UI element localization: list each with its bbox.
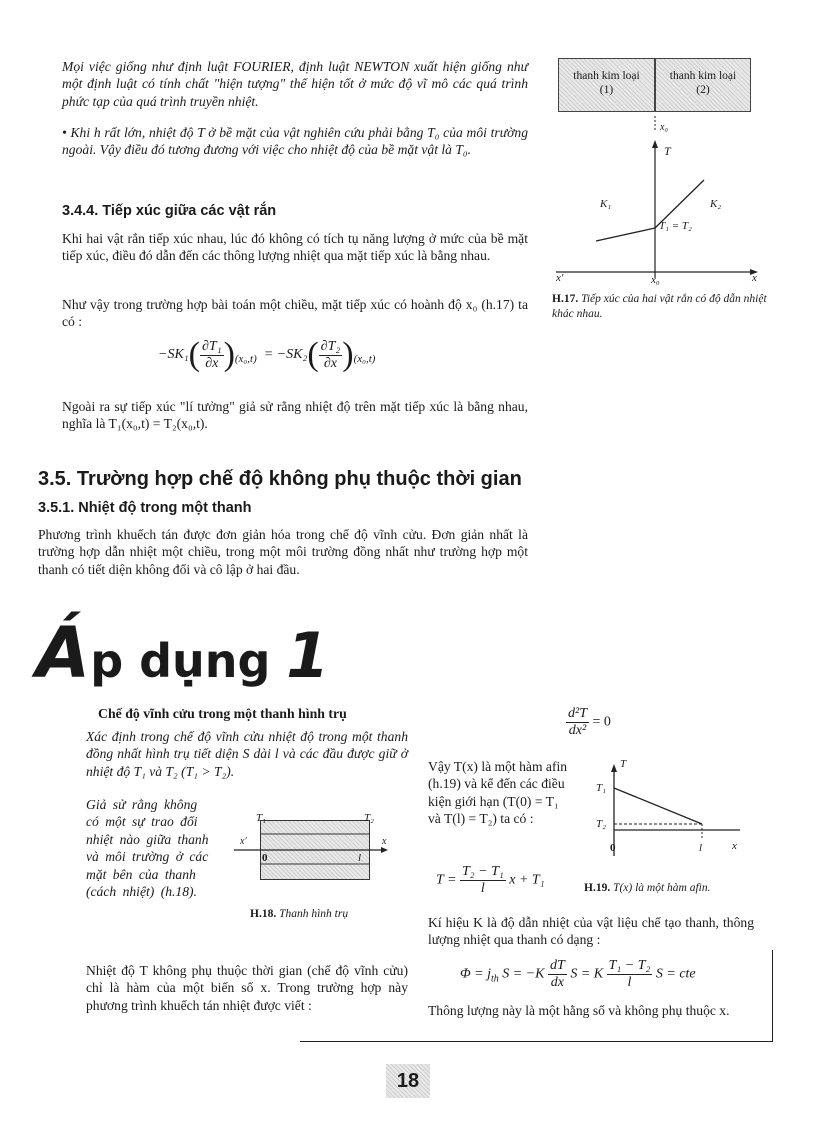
eq-den2: ∂x	[323, 355, 338, 371]
eq-sub2: (x₀,t)	[353, 353, 376, 366]
eq1-numerator: d²T	[568, 706, 587, 721]
eq-num2: ∂T₂	[320, 338, 341, 354]
fig17-caption-text: Tiếp xúc của hai vật rắn có độ dẫn nhiệt khác nhau.	[552, 293, 767, 320]
one-dimension-paragraph: Như vậy trong trường hợp bài toán một chiều, mặt tiếp xúc có hoành độ x₀ (h.17) ta có :	[62, 297, 528, 330]
ideal-contact-paragraph: Ngoài ra sự tiếp xúc "lí tưởng" giả sử rằng nhiệt độ trên mặt tiếp xúc là bằng nhau, nghĩa là T₁(x₀,t) = T₂(x₀,t).	[62, 399, 528, 432]
fig19-t2-label: T₂	[596, 818, 606, 830]
eq2-lhs: T =	[436, 872, 457, 888]
figure-19	[590, 758, 750, 868]
fig18-x-arrow	[381, 847, 388, 853]
steady-state-paragraph: Nhiệt độ T không phụ thuộc thời gian (chế độ vĩnh cửu) chỉ là hàm của một biến số x. Trong trường hợp này phương trình khuếch tán nhiệt được viết :	[86, 963, 408, 1013]
fig18-zero-label: 0	[262, 852, 268, 864]
fig17-xprime-label: x′	[556, 272, 564, 284]
figure-18	[226, 812, 396, 892]
k1-line	[596, 228, 655, 241]
assumption-statement: Giả sử rằng không có một sự trao đổi nhiệt nào giữa thanh và môi trường ở các mặt bên của thanh (cách nhiệt) (h.18).	[86, 797, 209, 900]
fig18-caption-text: Thanh hình trụ	[279, 908, 349, 920]
fig19-zero-label: 0	[610, 842, 616, 854]
contact-paragraph: Khi hai vật rắn tiếp xúc nhau, lúc đó không có tích tụ năng lượng ở mức của bề mặt tiếp xúc, điều đó dẫn đến các thông lượng nhiệt qua mặt tiếp xúc là bằng nhau.	[62, 231, 528, 264]
title-rest: p dụng	[90, 634, 271, 688]
eq3-numerator1: dT	[550, 958, 565, 973]
fig18-xprime-label: x′	[240, 836, 247, 847]
eq3-part-b: S = −K	[502, 966, 545, 982]
application-subtitle: Chế độ vĩnh cửu trong một thanh hình trụ	[98, 706, 347, 721]
eq2-denominator: l	[480, 881, 485, 896]
surface-temperature-paragraph: • Khi h rất lớn, nhiệt độ T ở bề mặt của vật nghiên cứu phải bằng T₀ của môi trường ngoài. Vậy điều đó tương đương với việc cho nhiệt độ của bề mặt vật là T₀.	[62, 125, 528, 158]
fig17-x-label: x	[752, 272, 757, 284]
figure-17-caption	[552, 292, 778, 322]
constant-flux-paragraph: Thông lượng này là một hằng số và không phụ thuộc x.	[428, 1003, 730, 1018]
frame-bottom-line	[300, 1041, 773, 1042]
intro-paragraph: Mọi việc giống như định luật FOURIER, định luật NEWTON xuất hiện giống như một định luật có tính chất "hiện tượng" thể hiện tốt ở mức độ vĩ mô các quá trình phức tạp của quá trình truyền nhiệt.	[62, 59, 528, 109]
eq-lhs: −SK₁	[158, 347, 189, 363]
fig19-caption-number: H.19.	[584, 882, 611, 894]
fig18-t1-label: T₁	[256, 812, 266, 824]
fig17-x0-top-label: x₀	[660, 122, 668, 133]
fig19-affine-line	[614, 788, 702, 824]
title-first-letter: Á	[36, 612, 91, 694]
fig17-t-label: T	[664, 144, 671, 158]
eq-mid: = −SK₂	[263, 347, 308, 363]
application-title	[36, 612, 329, 692]
eq-sub1: (x₀,t)	[234, 353, 257, 366]
affine-paragraph: Vậy T(x) là một hàm afin (h.19) và kể đến các điều kiện giới hạn (T(0) = T₁ và T(l) = T₂) ta có :	[428, 759, 568, 827]
fig19-l-label: l	[699, 842, 703, 854]
eq-den1: ∂x	[205, 355, 219, 371]
eq3-part-a: Φ = j	[460, 966, 491, 982]
fig18-x-label: x	[382, 836, 387, 847]
eq3-denominator1: dx	[550, 975, 565, 990]
eq-num1: ∂T₁	[201, 338, 222, 354]
figure-17	[552, 58, 762, 288]
eq3-part-d: S = cte	[655, 966, 696, 982]
title-number: 1	[286, 619, 330, 692]
figure-19-caption	[584, 882, 711, 894]
fig17-k1-label: K₁	[600, 198, 612, 210]
metal-bar-2: thanh kim loại (2)	[655, 58, 751, 112]
laplace-equation	[566, 706, 611, 739]
contact-flux-equation: −SK₁( $\frac{\text{∂T₁}}{\partial x}$ )$_{(x_0,t)} = -SK_2$( $\frac{\text{∂T₂}}{\partial x}$ )$_{(x_0,t)}$	[158, 336, 376, 373]
fig18-axes	[226, 812, 396, 892]
fig18-t2-label: T₂	[364, 812, 374, 824]
section-heading-35: 3.5. Trường hợp chế độ không phụ thuộc thời gian	[38, 468, 522, 490]
frame-right-line	[772, 950, 773, 1042]
fig18-l-label: l	[358, 852, 362, 864]
eq3-part-c: S = K	[570, 966, 604, 982]
eq1-denominator: dx²	[568, 723, 587, 738]
eq2-numerator: T₂ − T₁	[461, 864, 504, 879]
fig17-k2-label: K₂	[710, 198, 722, 210]
fig18-caption-number: H.18.	[250, 908, 277, 920]
fig19-x-label: x	[732, 840, 737, 852]
eq3-numerator2: T₁ − T₂	[608, 958, 651, 973]
eq1-rhs: = 0	[592, 714, 611, 730]
fig17-caption-number: H.17.	[552, 293, 579, 305]
fig17-x0-label: x₀	[651, 274, 660, 286]
conductivity-paragraph: Kí hiệu K là độ dẫn nhiệt của vật liệu chế tạo thanh, thông lượng nhiệt qua thanh có dạng :	[428, 915, 754, 948]
eq3-sub-th: th	[491, 973, 499, 985]
metal-bar-1: thanh kim loại (1)	[558, 58, 655, 112]
fig19-t1-label: T₁	[596, 782, 606, 794]
fig19-caption-text: T(x) là một hàm afin.	[613, 882, 711, 894]
contact-graph	[552, 112, 762, 288]
page-number: 18	[386, 1064, 430, 1098]
fig19-t-label: T	[620, 758, 627, 770]
section-heading-344: 3.4.4. Tiếp xúc giữa các vật rắn	[62, 203, 277, 219]
bar-temperature-paragraph: Phương trình khuếch tán được đơn giản hóa trong chế độ vĩnh cửu. Đơn giản nhất là trường hợp dẫn nhiệt một chiều, trong một môi trường đồng nhất như trường hợp một thanh có tiết diện không đổi và cô lập ở hai đầu.	[38, 527, 528, 577]
figure-18-caption	[250, 908, 348, 920]
fig19-t-arrow	[611, 764, 617, 772]
affine-equation	[436, 864, 545, 897]
eq3-denominator2: l	[627, 975, 632, 990]
fig17-equal-label: T₁ = T₂	[659, 220, 692, 232]
flux-equation	[460, 958, 696, 991]
eq2-rhs: x + T₁	[509, 872, 545, 888]
section-heading-351: 3.5.1. Nhiệt độ trong một thanh	[38, 500, 252, 516]
t-axis-arrow	[652, 140, 658, 148]
problem-statement: Xác định trong chế độ vĩnh cửu nhiệt độ trong một thanh đồng nhất hình trụ tiết diện S dài l và các đầu được giữ ở nhiệt độ T₁ và T₂ (T₁ > T₂).	[86, 729, 408, 779]
